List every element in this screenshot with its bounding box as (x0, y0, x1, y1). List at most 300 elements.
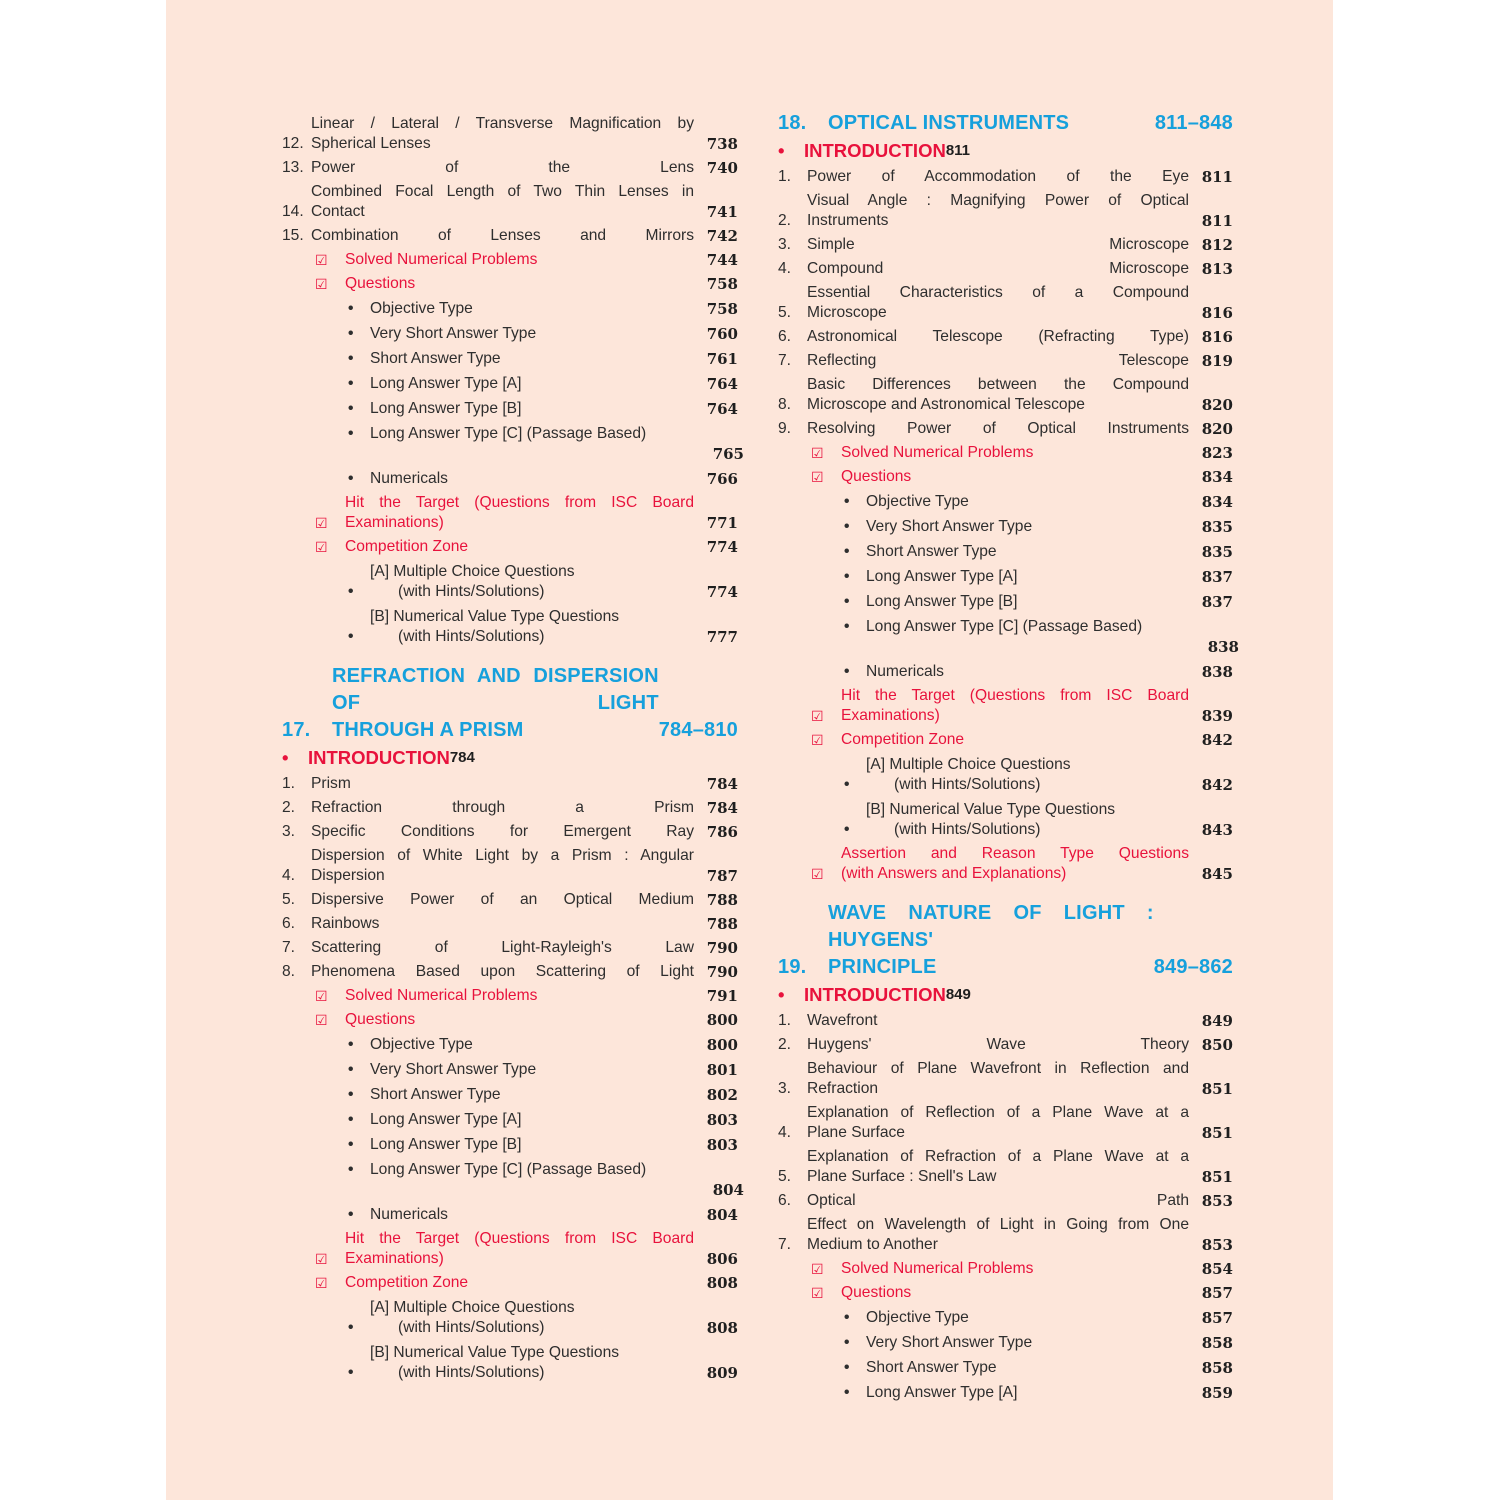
toc-entry (778, 235, 1233, 255)
toc-entry (778, 755, 1233, 795)
page-number: 802 (706, 1086, 738, 1104)
bullet-icon: • (348, 470, 354, 487)
page-number: 764 (706, 400, 738, 418)
entry-title: Solved Numerical Problems (345, 987, 538, 1004)
entry-title (807, 191, 1189, 231)
toc-entry (282, 1035, 738, 1055)
toc-entry (778, 800, 1233, 840)
entry-title: Short Answer Type (370, 350, 501, 367)
toc-entry (282, 1160, 744, 1200)
entry-title-line: Explanation of Refraction of a Plane Wave at a (807, 1148, 1189, 1165)
toc-entry (778, 375, 1233, 415)
entry-title: Objective Type (370, 1036, 473, 1053)
page-number: 838 (1207, 638, 1239, 656)
toc-entry (778, 259, 1233, 279)
page-number: 790 (706, 939, 738, 957)
page-number: 811 (945, 142, 971, 159)
entry-title: Long Answer Type [C] (Passage Based) (370, 425, 647, 442)
entry-title (866, 800, 1189, 840)
toc-entry (778, 191, 1233, 231)
bullet-icon: • (348, 583, 354, 600)
item-number: 3. (778, 1080, 792, 1097)
entry-title-line: Examinations) (345, 514, 444, 531)
page-number: 800 (706, 1011, 738, 1029)
page-number: 801 (706, 1061, 738, 1079)
entry-title (841, 844, 1189, 884)
bullet-icon: • (348, 1364, 354, 1381)
bullet-icon: • (348, 350, 354, 367)
page-number: 859 (1201, 1384, 1233, 1402)
bullet-icon: • (778, 140, 785, 161)
entry-title: Simple Microscope (807, 236, 1189, 253)
toc-entry (282, 1135, 738, 1155)
page-number: 842 (1201, 776, 1233, 794)
checkbox-icon: ☑ (811, 708, 824, 724)
page-number: 857 (1201, 1309, 1233, 1327)
checkbox-icon: ☑ (811, 866, 824, 882)
bullet-icon: • (348, 1136, 354, 1153)
entry-title-line: Microscope (807, 304, 887, 321)
page-number: 774 (706, 583, 738, 601)
entry-title: Solved Numerical Problems (345, 251, 538, 268)
toc-entry (282, 1010, 738, 1030)
chapter-page-range: 811–848 (1154, 112, 1233, 134)
bullet-icon: • (844, 1384, 850, 1401)
entry-title (311, 182, 694, 222)
page-number: 834 (1201, 468, 1233, 486)
checkbox-icon: ☑ (315, 276, 328, 292)
entry-title-line: Microscope and Astronomical Telescope (807, 396, 1085, 413)
page-number: 784 (706, 775, 738, 793)
toc-entry (282, 469, 738, 489)
page-number: 837 (1201, 593, 1233, 611)
item-number: 3. (778, 236, 792, 253)
page-number: 760 (706, 325, 738, 343)
entry-title (807, 375, 1189, 415)
toc-entry (282, 822, 738, 842)
entry-title-line: Plane Surface : Snell's Law (807, 1168, 997, 1185)
page-number: 816 (1201, 304, 1233, 322)
entry-title (841, 686, 1189, 726)
item-number: 6. (282, 915, 296, 932)
entry-title-line: [A] Multiple Choice Questions (370, 563, 575, 580)
entry-title (807, 283, 1189, 323)
chapter-heading (778, 900, 1233, 981)
page-number: 803 (706, 1111, 738, 1129)
page-number: 835 (1201, 543, 1233, 561)
toc-entry (282, 1060, 738, 1080)
toc-entry (282, 158, 738, 178)
entry-title: Long Answer Type [A] (866, 568, 1018, 585)
page-number: 808 (706, 1319, 738, 1337)
section-gap (778, 884, 1233, 900)
entry-title-line: (with Answers and Explanations) (841, 865, 1067, 882)
entry-title (345, 1229, 694, 1269)
entry-title: Refraction through a Prism (311, 799, 694, 816)
chapter-title-line: OPTICAL INSTRUMENTS (828, 112, 1070, 134)
bullet-icon: • (844, 493, 850, 510)
entry-title (370, 1298, 694, 1338)
entry-title: Questions (841, 468, 912, 485)
toc-entry (282, 1343, 738, 1383)
page-number: 813 (1201, 260, 1233, 278)
entry-title: Questions (841, 1284, 912, 1301)
chapter-title-line: PRINCIPLE (828, 956, 937, 978)
bullet-icon: • (844, 776, 850, 793)
bullet-icon: • (282, 747, 289, 768)
page-number: 784 (706, 799, 738, 817)
toc-entry (778, 542, 1233, 562)
item-number: 8. (778, 396, 792, 413)
toc-entry (282, 846, 738, 886)
page-number: 820 (1201, 420, 1233, 438)
item-number: 1. (282, 775, 296, 792)
item-number: 5. (778, 1168, 792, 1185)
toc-entry (778, 1103, 1233, 1143)
toc-entry (778, 443, 1233, 463)
page-number: 853 (1201, 1192, 1233, 1210)
entry-title-line: Spherical Lenses (311, 135, 431, 152)
bullet-icon: • (348, 300, 354, 317)
page-number: 742 (706, 227, 738, 245)
entry-title: Short Answer Type (866, 543, 997, 560)
toc-entry (282, 537, 738, 557)
toc-entry (282, 798, 738, 818)
toc-entry (282, 1110, 738, 1130)
entry-title: Long Answer Type [B] (866, 593, 1018, 610)
item-number: 15. (282, 227, 304, 244)
bullet-icon: • (844, 1309, 850, 1326)
entry-title-line: (with Hints/Solutions) (398, 1364, 545, 1381)
toc-entry (282, 986, 738, 1006)
item-number: 5. (282, 891, 296, 908)
page-number: 788 (706, 891, 738, 909)
page-number: 823 (1201, 444, 1233, 462)
page-number: 809 (706, 1364, 738, 1382)
chapter-title-line: WAVE NATURE OF LIGHT : HUYGENS' (828, 902, 1154, 951)
bullet-icon: • (844, 663, 850, 680)
toc-entry (282, 114, 738, 154)
toc-entry (778, 327, 1233, 347)
page-number: 851 (1201, 1080, 1233, 1098)
entry-title: Competition Zone (345, 538, 469, 555)
entry-title-line: Examinations) (841, 707, 940, 724)
toc-entry (778, 730, 1233, 750)
item-number: 2. (282, 799, 296, 816)
entry-title-line: [A] Multiple Choice Questions (866, 756, 1071, 773)
page-number: 812 (1201, 236, 1233, 254)
bullet-icon: • (348, 1319, 354, 1336)
entry-title: Objective Type (866, 1309, 969, 1326)
checkbox-icon: ☑ (315, 1275, 328, 1291)
toc-entry (778, 1259, 1233, 1279)
page-number: 786 (706, 823, 738, 841)
introduction-heading (778, 139, 1233, 163)
bullet-icon: • (844, 1359, 850, 1376)
toc-entry (282, 493, 738, 533)
entry-title-line: [B] Numerical Value Type Questions (370, 1344, 620, 1361)
page-number: 758 (706, 275, 738, 293)
introduction-heading (282, 746, 738, 770)
entry-title-line: Behaviour of Plane Wavefront in Reflection and (807, 1060, 1189, 1077)
page-number: 819 (1201, 352, 1233, 370)
bullet-icon: • (844, 568, 850, 585)
toc-right-column (778, 110, 1239, 1403)
page-number: 766 (706, 470, 738, 488)
bullet-icon: • (844, 543, 850, 560)
page-number: 804 (706, 1206, 738, 1224)
page-number: 850 (1201, 1036, 1233, 1054)
page-number: 811 (1201, 168, 1233, 186)
entry-title-line: Linear / Lateral / Transverse Magnification by (311, 115, 694, 132)
toc-entry (282, 1229, 738, 1269)
toc-entry (282, 774, 738, 794)
entry-title-line: Combined Focal Length of Two Thin Lenses in (311, 183, 694, 200)
entry-title: Objective Type (866, 493, 969, 510)
toc-entry (282, 226, 738, 246)
entry-title: Questions (345, 1011, 416, 1028)
toc-entry (778, 1358, 1233, 1378)
page-number: 771 (706, 514, 738, 532)
page-number: 804 (712, 1181, 744, 1199)
checkbox-icon: ☑ (315, 539, 328, 555)
checkbox-icon: ☑ (315, 1012, 328, 1028)
entry-title: Very Short Answer Type (370, 325, 537, 342)
toc-entry (282, 299, 738, 319)
chapter-title (828, 900, 1154, 981)
bullet-icon: • (844, 1334, 850, 1351)
item-number: 14. (282, 203, 304, 220)
page-number: 857 (1201, 1284, 1233, 1302)
toc-entry (282, 324, 738, 344)
bullet-icon: • (348, 1206, 354, 1223)
page-number: 808 (706, 1274, 738, 1292)
toc-entry (778, 467, 1233, 487)
entry-title-line: [B] Numerical Value Type Questions (866, 801, 1116, 818)
bullet-icon: • (348, 628, 354, 645)
chapter-page-range: 849–862 (1153, 956, 1233, 978)
page-number: 806 (706, 1250, 738, 1268)
item-number: 4. (778, 260, 792, 277)
toc-entry (282, 890, 738, 910)
toc-entry (778, 1147, 1233, 1187)
entry-title-line: (with Hints/Solutions) (398, 583, 545, 600)
entry-title: Long Answer Type [A] (370, 375, 522, 392)
page-number: 765 (712, 445, 744, 463)
toc-entry (282, 424, 744, 464)
entry-title: Wavefront (807, 1012, 878, 1029)
chapter-heading (282, 663, 738, 744)
item-number: 2. (778, 1036, 792, 1053)
entry-title: Numericals (370, 1206, 448, 1223)
page-number: 842 (1201, 731, 1233, 749)
entry-title: Objective Type (370, 300, 473, 317)
item-number: 3. (282, 823, 296, 840)
toc-entry (282, 562, 738, 602)
introduction-label: INTRODUCTION (804, 984, 946, 1005)
toc-entry (778, 1308, 1233, 1328)
page-number: 834 (1201, 493, 1233, 511)
toc-entry (282, 914, 738, 934)
entry-title-line: Essential Characteristics of a Compound (807, 284, 1189, 301)
bullet-icon: • (348, 1086, 354, 1103)
toc-entry (778, 1059, 1233, 1099)
toc-entry (282, 349, 738, 369)
entry-title (370, 1343, 694, 1383)
page-number: 741 (706, 203, 738, 221)
page-number: 774 (706, 538, 738, 556)
entry-title: Short Answer Type (866, 1359, 997, 1376)
checkbox-icon: ☑ (811, 732, 824, 748)
toc-entry (282, 607, 738, 647)
chapter-number: 18. (778, 112, 807, 134)
toc-entry (282, 1085, 738, 1105)
checkbox-icon: ☑ (315, 988, 328, 1004)
toc-entry (282, 1205, 738, 1225)
page-number: 845 (1201, 865, 1233, 883)
entry-title: Numericals (370, 470, 448, 487)
toc-entry (778, 517, 1233, 537)
page-number: 738 (706, 135, 738, 153)
item-number: 9. (778, 420, 792, 437)
entry-title (370, 562, 694, 602)
book-page (166, 0, 1333, 1500)
page-number: 858 (1201, 1359, 1233, 1377)
toc-entry (282, 250, 738, 270)
item-number: 5. (778, 304, 792, 321)
entry-title-line: Dispersion (311, 867, 385, 884)
entry-title-line: Medium to Another (807, 1236, 938, 1253)
checkbox-icon: ☑ (315, 1251, 328, 1267)
item-number: 7. (778, 352, 792, 369)
page-number: 811 (1201, 212, 1233, 230)
page-number: 853 (1201, 1236, 1233, 1254)
entry-title (345, 493, 694, 533)
entry-title: Resolving Power of Optical Instruments (807, 420, 1189, 437)
entry-title (866, 755, 1189, 795)
item-number: 2. (778, 212, 792, 229)
page-number: 816 (1201, 328, 1233, 346)
toc-entry (778, 1283, 1233, 1303)
toc-entry (778, 492, 1233, 512)
toc-entry (282, 1273, 738, 1293)
toc-entry (778, 567, 1233, 587)
toc-entry (778, 1215, 1233, 1255)
entry-title: Combination of Lenses and Mirrors (311, 227, 694, 244)
item-number: 7. (282, 939, 296, 956)
entry-title-line: Explanation of Reflection of a Plane Wave at a (807, 1104, 1189, 1121)
item-number: 13. (282, 159, 304, 176)
toc-entry (778, 1191, 1233, 1211)
page-number: 764 (706, 375, 738, 393)
bullet-icon: • (348, 375, 354, 392)
page-number: 849 (945, 986, 971, 1003)
toc-entry (778, 419, 1233, 439)
page-number: 835 (1201, 518, 1233, 536)
page-number: 788 (706, 915, 738, 933)
entry-title-line: Plane Surface (807, 1124, 905, 1141)
entry-title: Long Answer Type [A] (370, 1111, 522, 1128)
checkbox-icon: ☑ (811, 1261, 824, 1277)
introduction-label: INTRODUCTION (308, 747, 450, 768)
checkbox-icon: ☑ (811, 1285, 824, 1301)
page-number: 851 (1201, 1168, 1233, 1186)
page-number: 740 (706, 159, 738, 177)
toc-entry (778, 1333, 1233, 1353)
entry-title-line: (with Hints/Solutions) (398, 1319, 545, 1336)
entry-title: Very Short Answer Type (866, 518, 1033, 535)
bullet-icon: • (348, 425, 354, 442)
toc-entry (778, 844, 1233, 884)
item-number: 4. (282, 867, 296, 884)
entry-title-line: Hit the Target (Questions from ISC Board (841, 687, 1189, 704)
entry-title-line: [A] Multiple Choice Questions (370, 1299, 575, 1316)
bullet-icon: • (348, 400, 354, 417)
entry-title: Specific Conditions for Emergent Ray (311, 823, 694, 840)
entry-title: Long Answer Type [C] (Passage Based) (866, 618, 1143, 635)
section-gap (282, 647, 738, 663)
page-number: 791 (706, 987, 738, 1005)
bullet-icon: • (348, 1111, 354, 1128)
page-number: 851 (1201, 1124, 1233, 1142)
entry-title: Short Answer Type (370, 1086, 501, 1103)
bullet-icon: • (348, 325, 354, 342)
page-number: 777 (706, 628, 738, 646)
chapter-number: 17. (282, 719, 311, 741)
page-number: 744 (706, 251, 738, 269)
toc-entry (282, 399, 738, 419)
page-number: 837 (1201, 568, 1233, 586)
entry-title: Compound Microscope (807, 260, 1189, 277)
page-number: 849 (1201, 1012, 1233, 1030)
page-number: 790 (706, 963, 738, 981)
page-number: 800 (706, 1036, 738, 1054)
page-number: 820 (1201, 396, 1233, 414)
entry-title-line: (with Hints/Solutions) (894, 821, 1041, 838)
entry-title: Long Answer Type [C] (Passage Based) (370, 1161, 647, 1178)
chapter-page-range: 784–810 (658, 719, 738, 741)
toc-entry (778, 167, 1233, 187)
entry-title: Questions (345, 275, 416, 292)
toc-entry (778, 1011, 1233, 1031)
entry-title-line: Visual Angle : Magnifying Power of Optical (807, 192, 1189, 209)
toc-entry (282, 182, 738, 222)
toc-entry (778, 592, 1233, 612)
entry-title-line: (with Hints/Solutions) (894, 776, 1041, 793)
bullet-icon: • (348, 1036, 354, 1053)
page-number: 787 (706, 867, 738, 885)
entry-title: Reflecting Telescope (807, 352, 1189, 369)
chapter-title (332, 663, 659, 744)
chapter-title (828, 110, 1155, 137)
entry-title-line: Dispersion of White Light by a Prism : Angular (311, 847, 694, 864)
entry-title: Power of Accommodation of the Eye (807, 168, 1189, 185)
toc-entry (282, 962, 738, 982)
item-number: 6. (778, 328, 792, 345)
introduction-heading (778, 983, 1233, 1007)
entry-title: Long Answer Type [A] (866, 1384, 1018, 1401)
item-number: 1. (778, 1012, 792, 1029)
page-number: 854 (1201, 1260, 1233, 1278)
page-number: 858 (1201, 1334, 1233, 1352)
entry-title: Numericals (866, 663, 944, 680)
entry-title: Solved Numerical Problems (841, 444, 1034, 461)
bullet-icon: • (844, 593, 850, 610)
entry-title: Prism (311, 775, 351, 792)
entry-title: Scattering of Light-Rayleigh's Law (311, 939, 694, 956)
entry-title (807, 1215, 1189, 1255)
toc-entry (778, 617, 1239, 657)
